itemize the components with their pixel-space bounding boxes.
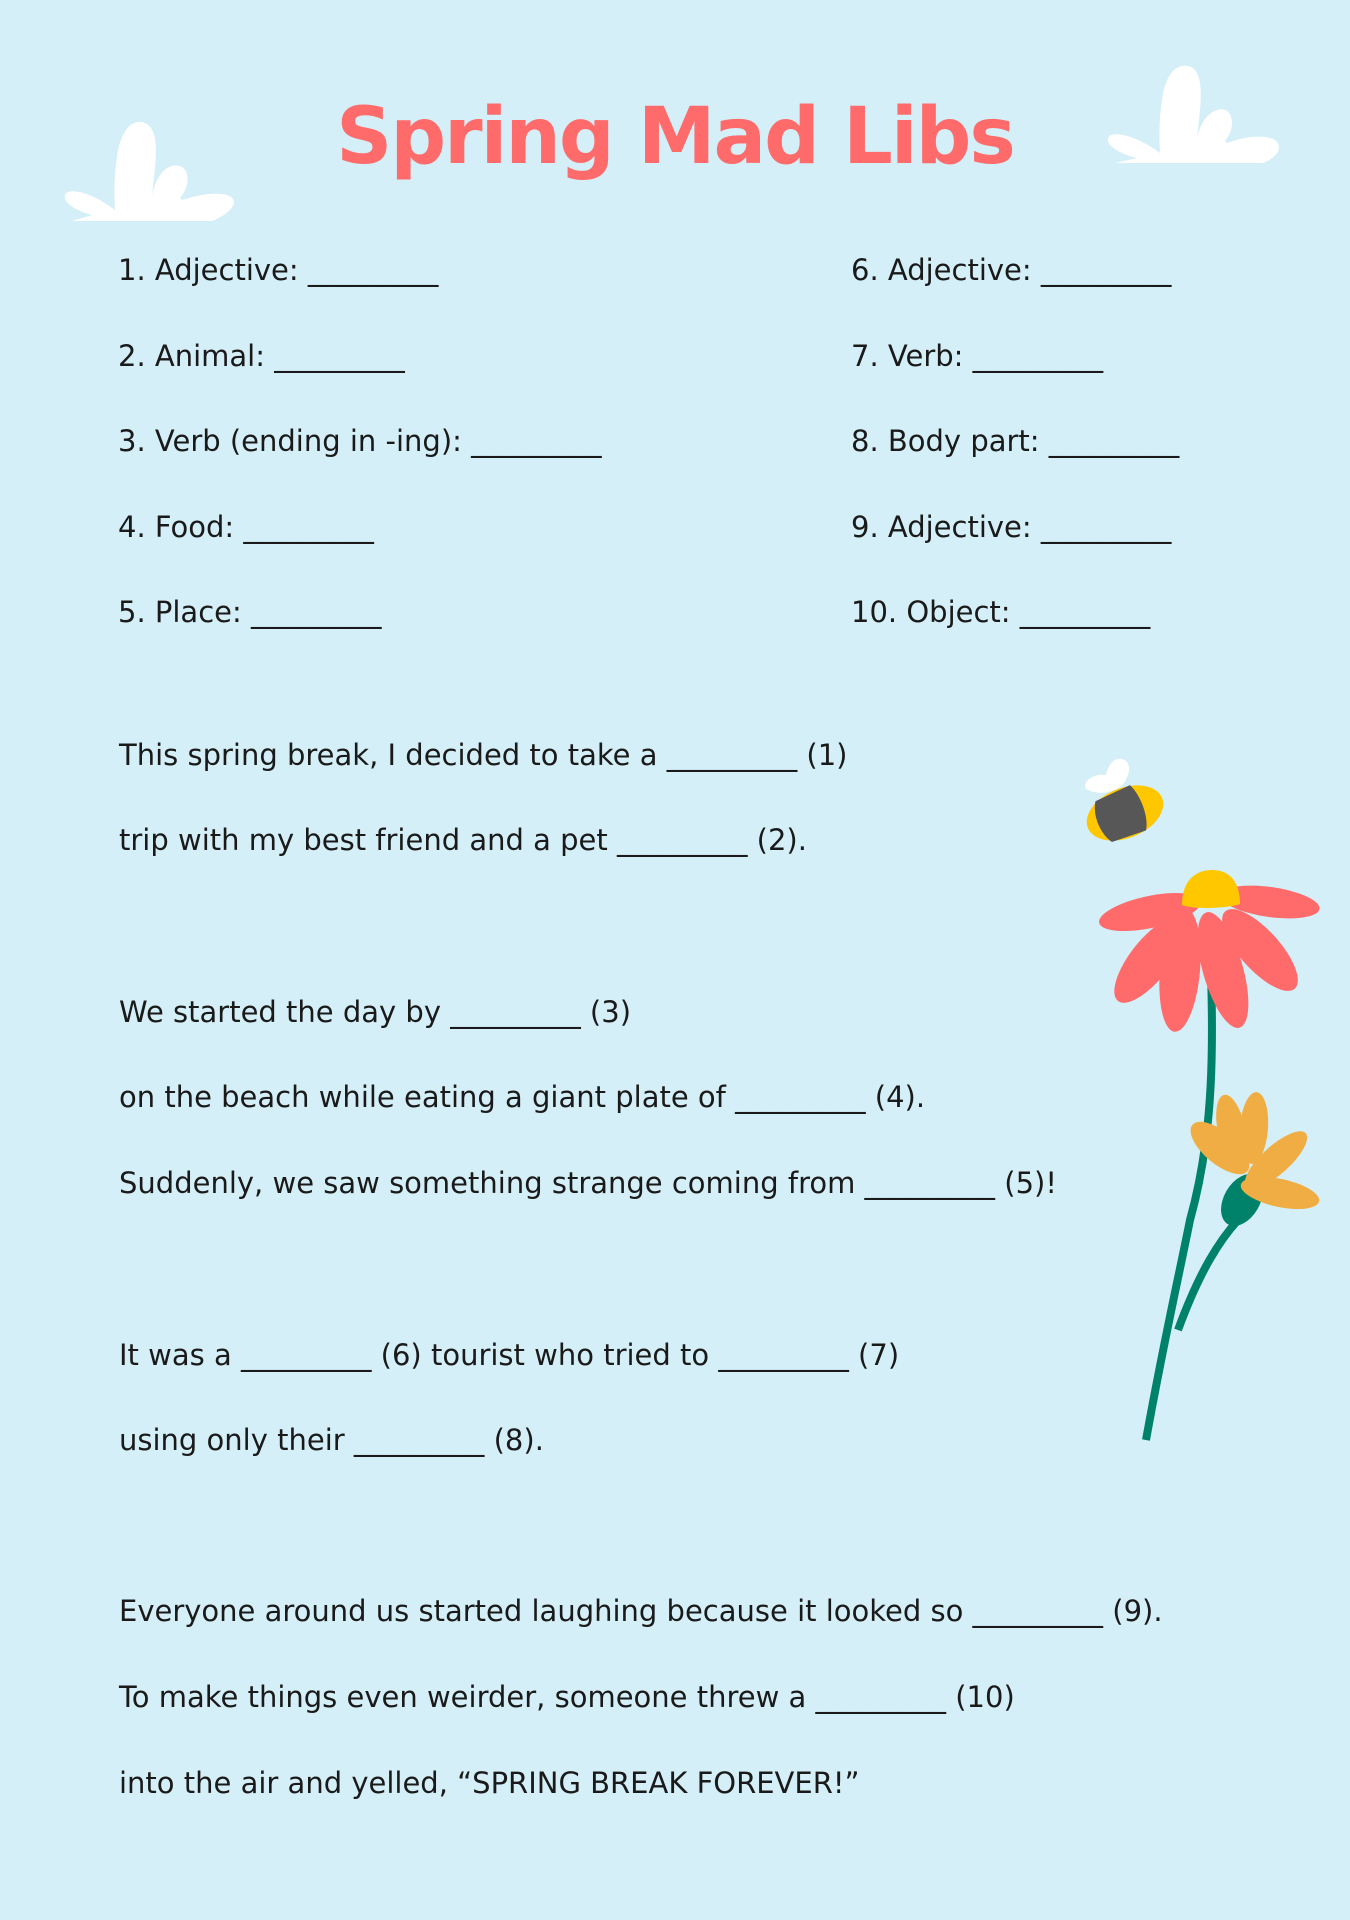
flower-center-icon [1182,870,1240,908]
word-prompt: 8. Body part: _________ [851,424,1180,458]
story-line: on the beach while eating a giant plate of _________ (4). [119,1080,926,1114]
story-line: We started the day by _________ (3) [119,995,632,1029]
flower-illustration [1090,860,1350,1460]
cloud-left-icon [62,112,238,224]
word-prompt: 6. Adjective: _________ [851,253,1172,287]
story-line: using only their _________ (8). [119,1423,544,1457]
cloud-right-icon [1103,55,1283,167]
story-line: It was a _________ (6) tourist who tried to _________ (7) [119,1338,900,1372]
word-list-right [851,255,1179,683]
story-line: Everyone around us started laughing because it looked so _________ (9). [119,1594,1163,1628]
story-line: into the air and yelled, “SPRING BREAK FOREVER!” [119,1766,860,1800]
story-line: trip with my best friend and a pet _________ (2). [119,823,807,857]
bee-icon [1080,755,1180,845]
page-title: Spring Mad Libs [336,92,1014,182]
story-line: To make things even weirder, someone threw a _________ (10) [119,1680,1015,1714]
word-prompt: 10. Object: _________ [851,595,1151,629]
word-list-left [118,255,602,683]
word-prompt: 4. Food: _________ [118,509,374,544]
word-prompt: 2. Animal: _________ [118,338,405,373]
word-prompt: 7. Verb: _________ [851,338,1104,373]
word-prompt: 3. Verb (ending in -ing): _________ [118,424,602,458]
story-line: Suddenly, we saw something strange coming from _________ (5)! [119,1166,1057,1200]
word-prompt: 1. Adjective: _________ [118,253,439,287]
word-prompt: 9. Adjective: _________ [851,509,1172,544]
word-prompt: 5. Place: _________ [118,595,382,629]
story-line: This spring break, I decided to take a _________ (1) [119,738,848,772]
